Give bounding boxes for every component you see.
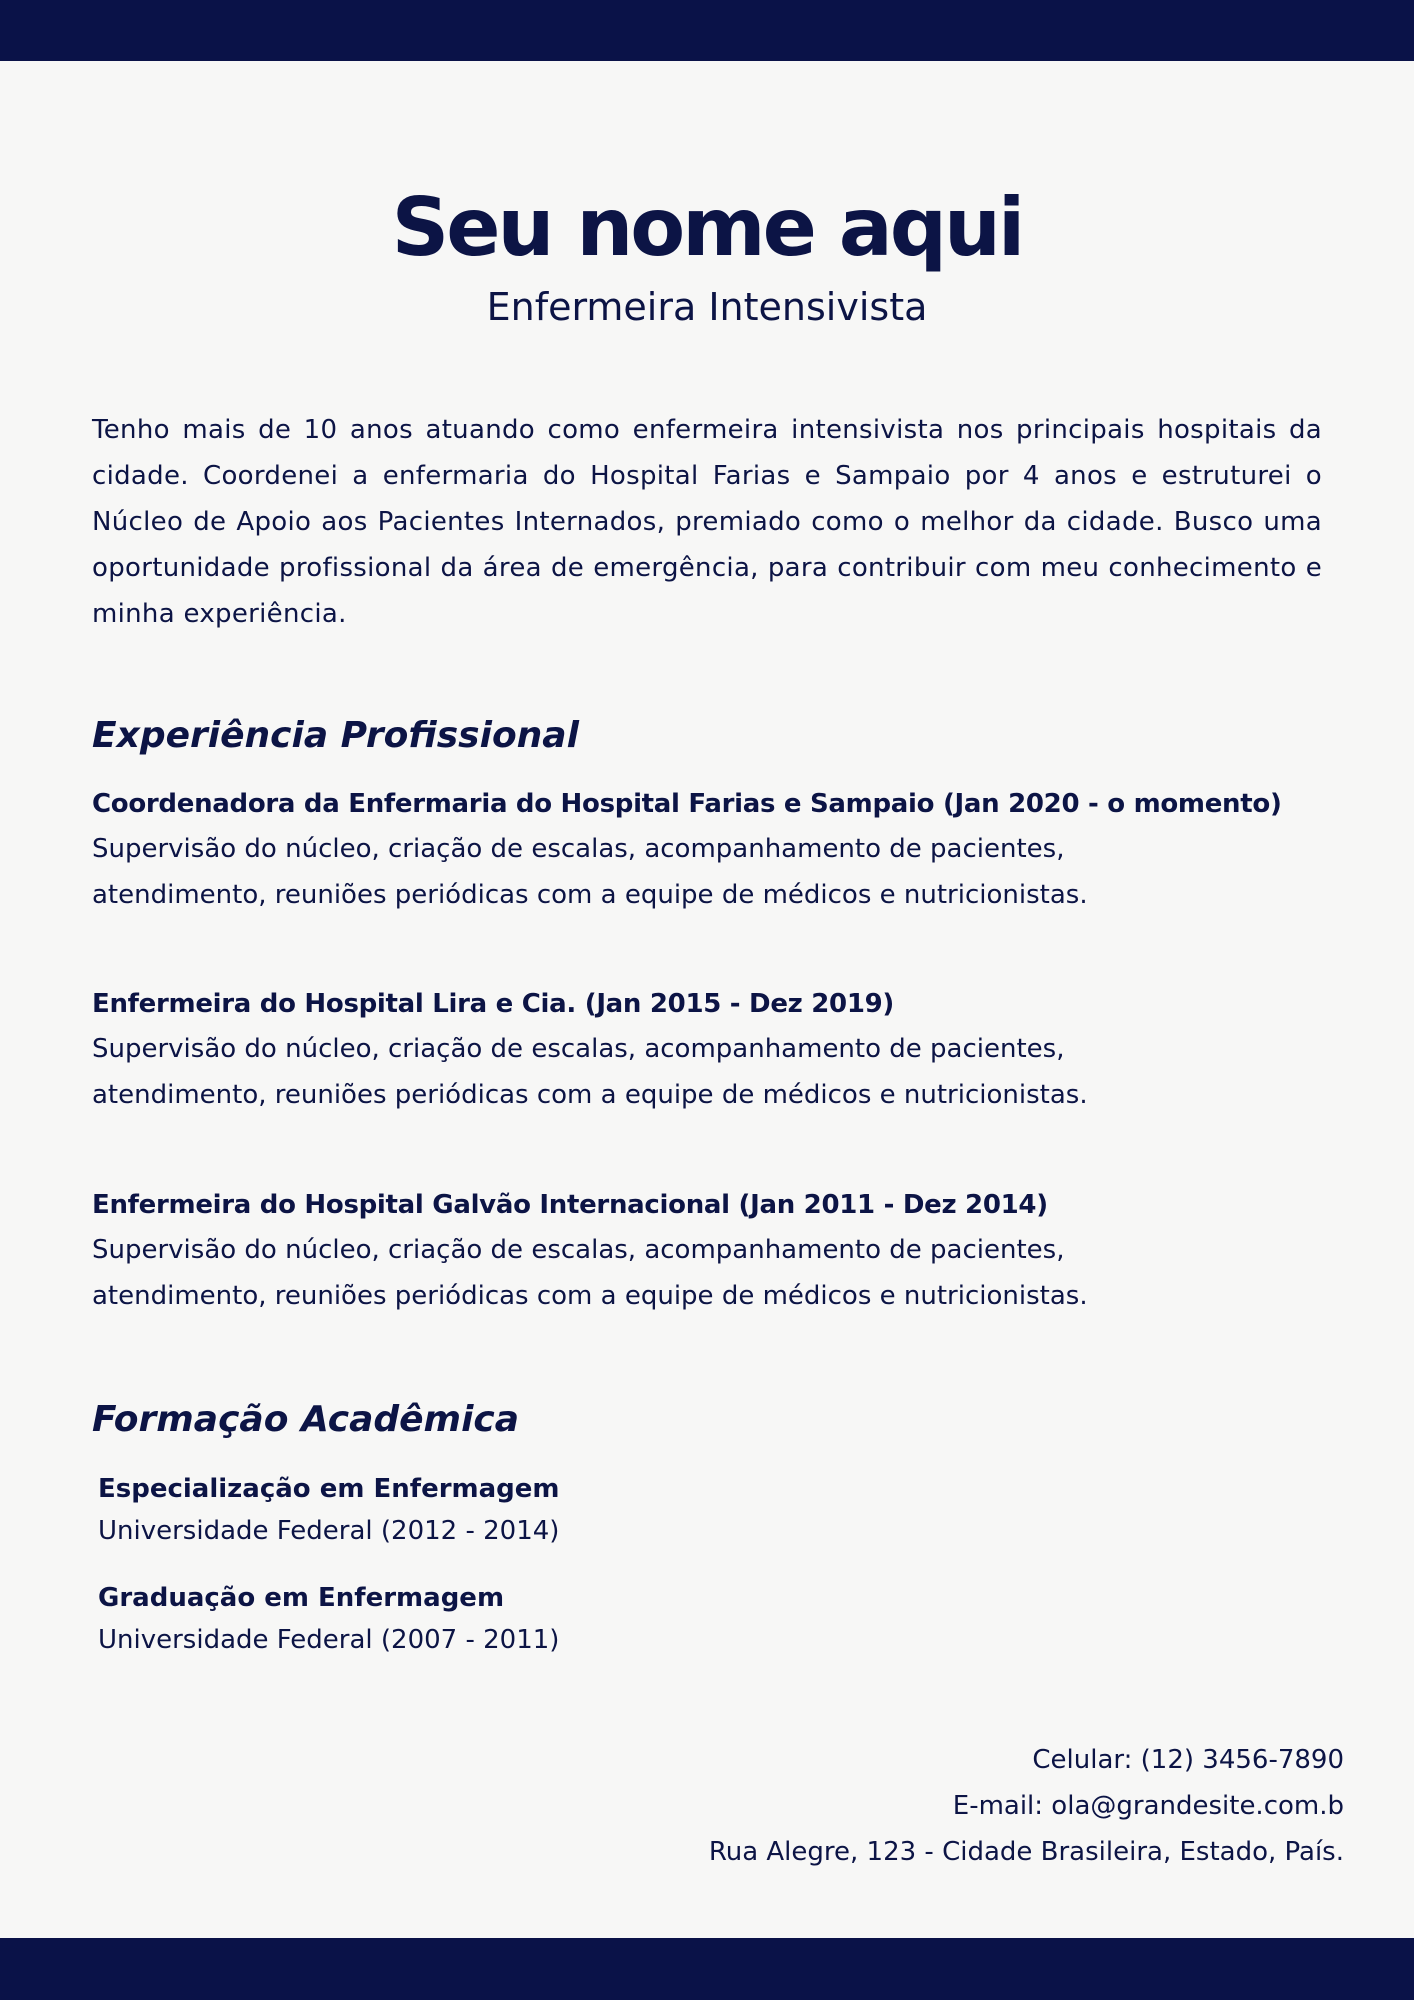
contact-email: E-mail: ola@grandesite.com.b xyxy=(952,1791,1344,1821)
experience-item-description: Supervisão do núcleo, criação de escalas, acompanhamento de pacientes, atendimento, reuniões periódicas com a equipe de médicos e nutricionistas. xyxy=(92,834,1088,910)
education-degree: Especialização em Enfermagem xyxy=(98,1474,560,1504)
experience-item xyxy=(92,1187,1352,1319)
bottom-accent-bar xyxy=(0,1938,1414,2000)
contact-info xyxy=(709,1737,1344,1875)
contact-address: Rua Alegre, 123 - Cidade Brasileira, Estado, País. xyxy=(708,1837,1344,1867)
professional-summary: Tenho mais de 10 anos atuando como enfermeira intensivista nos principais hospitais da cidade. Coordenei a enfermaria do Hospital Farias e Sampaio por 4 anos e estruturei o Núcleo de Apoio aos Pacientes Internados, premiado como o melhor da cidade. Busco uma oportunidade profissional da área de emergência, para contribuir com meu conhecimento e minha experiência. xyxy=(92,415,1322,629)
education-item xyxy=(98,1471,998,1551)
experience-item xyxy=(92,986,1352,1118)
candidate-name: Seu nome aqui xyxy=(391,181,1023,274)
experience-item-description: Supervisão do núcleo, criação de escalas, acompanhamento de pacientes, atendimento, reuniões periódicas com a equipe de médicos e nutricionistas. xyxy=(92,1235,1088,1311)
education-item xyxy=(98,1580,998,1660)
job-role: Enfermeira Intensivista xyxy=(486,285,928,329)
experience-item-title: Enfermeira do Hospital Galvão Internacional (Jan 2011 - Dez 2014) xyxy=(92,1190,1048,1220)
top-accent-bar xyxy=(0,0,1414,61)
experience-item-description: Supervisão do núcleo, criação de escalas, acompanhamento de pacientes, atendimento, reuniões periódicas com a equipe de médicos e nutricionistas. xyxy=(92,1034,1088,1110)
education-degree: Graduação em Enfermagem xyxy=(98,1583,505,1613)
experience-item-title: Enfermeira do Hospital Lira e Cia. (Jan 2015 - Dez 2019) xyxy=(92,989,894,1019)
education-section-title: Formação Acadêmica xyxy=(92,1399,520,1440)
education-school: Universidade Federal (2012 - 2014) xyxy=(98,1516,560,1546)
experience-section-title: Experiência Profissional xyxy=(92,715,579,756)
experience-item-title: Coordenadora da Enfermaria do Hospital Farias e Sampaio (Jan 2020 - o momento) xyxy=(92,789,1282,819)
contact-phone: Celular: (12) 3456-7890 xyxy=(1032,1745,1344,1775)
education-school: Universidade Federal (2007 - 2011) xyxy=(98,1625,560,1655)
experience-item xyxy=(92,786,1392,918)
